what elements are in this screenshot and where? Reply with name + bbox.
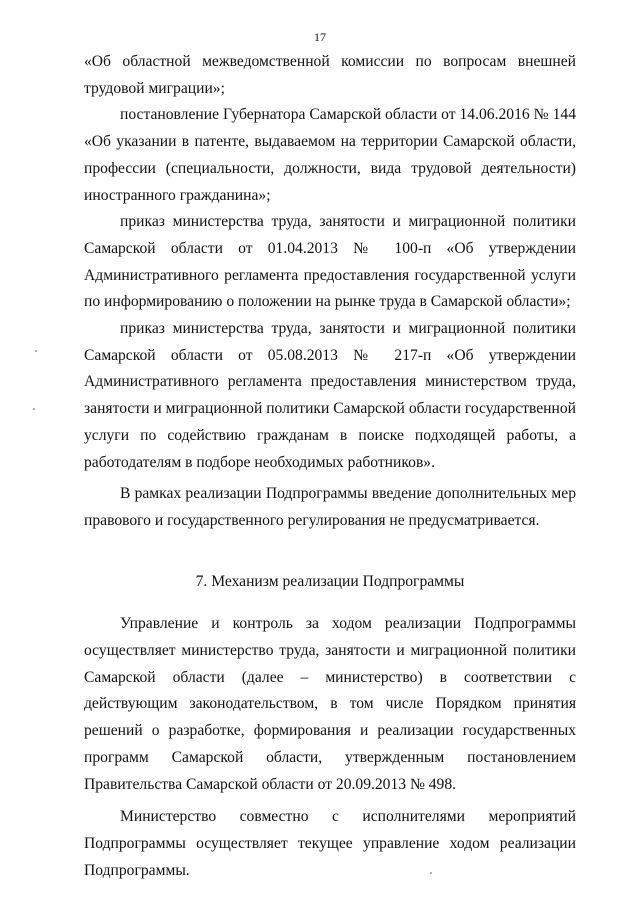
scan-artifact-dot	[430, 872, 432, 874]
scan-artifact-dot	[35, 350, 37, 352]
paragraph-order-100p: приказ министерства труда, занятости и миграционной политики Самарской области от 01.04.2013 № 100-п «Об утверждении Административного регламента предоставления государственной услуги по информированию о положении на рынке труда в Самарской области»;	[84, 213, 576, 311]
section-heading: 7. Механизм реализации Подпрограммы	[195, 572, 465, 590]
paragraph-order-217p: приказ министерства труда, занятости и миграционной политики Самарской области от 05.08.2013 № 217-п «Об утверждении Административного регламента предоставления министерством труда, занятости и миграционной политики Самарской области государственной услуги по содействию гражданам в поиске подходящей работы, а работодателям в подборе необходимых работников».	[84, 320, 576, 471]
paragraph-commission-reference: «Об областной межведомственной комиссии по вопросам внешней трудовой миграции»;	[84, 53, 576, 97]
paragraph-management-control: Управление и контроль за ходом реализации Подпрограммы осуществляет министерство труда, занятости и миграционной политики Самарской области (далее – министерство) в соответствии с действующим законодательством, в том числе Порядком принятия решений о разработке, формирования и реализации государственных программ Самарской области, утвержденным постановлением Правительства Самарской области от 20.09.2013 № 498.	[84, 615, 576, 793]
page-number: 17	[314, 30, 326, 44]
paragraph-governor-resolution: постановление Губернатора Самарской области от 14.06.2016 № 144 «Об указании в патенте, выдаваемом на территории Самарской области, профессии (специальности, должности, вида трудовой деятельности) иностранного гражданина»;	[84, 106, 576, 204]
page-body	[84, 49, 576, 884]
paragraph-ministry-management: Министерство совместно с исполнителями мероприятий Подпрограммы осуществляет текущее управление ходом реализации Подпрограммы.	[84, 808, 576, 879]
scan-artifact-dot	[33, 408, 35, 410]
paragraph-regulation-note: В рамках реализации Подпрограммы введение дополнительных мер правового и государственного регулирования не предусматривается.	[84, 485, 576, 529]
